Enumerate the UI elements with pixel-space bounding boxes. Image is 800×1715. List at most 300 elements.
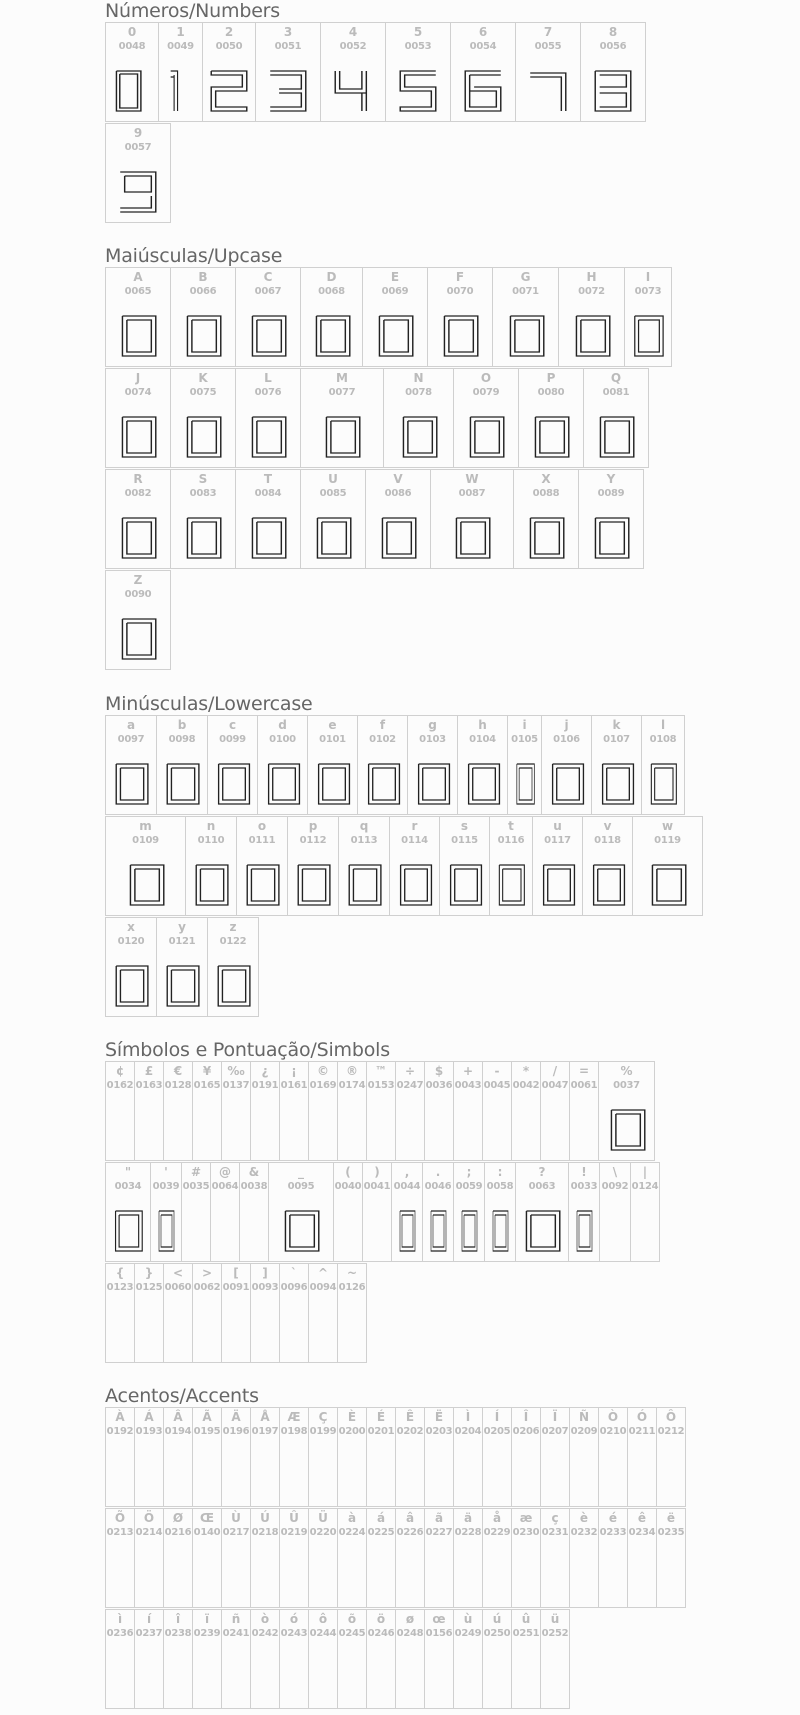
glyph-drawing <box>396 863 433 907</box>
glyph-character: õ <box>347 1612 357 1626</box>
glyph-cell <box>395 1407 425 1507</box>
glyph-character: 7 <box>543 25 553 39</box>
glyph-cell <box>511 1609 541 1709</box>
glyph-character: 4 <box>348 25 358 39</box>
glyph-stroke <box>320 320 344 352</box>
glyph-cell <box>105 123 171 223</box>
glyph-character: Ö <box>143 1511 155 1525</box>
glyph-code: 0098 <box>168 734 196 745</box>
glyph-cell <box>279 1061 309 1161</box>
glyph-code: 0213 <box>106 1527 134 1538</box>
glyph-character: J <box>135 371 141 385</box>
glyph-code: 0057 <box>124 142 152 153</box>
glyph-cell <box>540 1508 570 1608</box>
glyph-cell <box>424 1061 454 1161</box>
glyph-cell <box>627 1407 657 1507</box>
glyph-character: _ <box>298 1165 304 1179</box>
glyph-code: 0196 <box>222 1426 250 1437</box>
glyph-cell <box>308 1407 338 1507</box>
glyph-character: é <box>608 1511 618 1525</box>
glyph-code: 0238 <box>164 1628 192 1639</box>
glyph-code: 0079 <box>472 387 500 398</box>
glyph-character: ò <box>260 1612 270 1626</box>
glyph-code: 0084 <box>254 488 282 499</box>
glyph-stroke <box>192 522 216 554</box>
glyph-character: X <box>541 472 551 486</box>
glyph-character: B <box>198 270 208 284</box>
glyph-code: 0081 <box>602 387 630 398</box>
glyph-character: Ø <box>172 1511 184 1525</box>
glyph-code: 0217 <box>222 1527 250 1538</box>
glyph-code: 0153 <box>367 1080 395 1091</box>
glyph-character: Ú <box>260 1511 270 1525</box>
glyph-code: 0052 <box>339 41 367 52</box>
glyph-character: @ <box>219 1165 231 1179</box>
glyph-character: \ <box>612 1165 618 1179</box>
glyph-drawing <box>446 863 483 907</box>
glyph-cell <box>630 1162 660 1262</box>
glyph-character: Û <box>289 1511 299 1525</box>
glyph-code: 0165 <box>193 1080 221 1091</box>
glyph-character: ? <box>538 1165 546 1179</box>
glyph-character: à <box>347 1511 357 1525</box>
glyph-cell <box>307 715 358 815</box>
glyph-cell <box>192 1061 222 1161</box>
glyph-character: v <box>603 819 612 833</box>
glyph-drawing <box>460 1209 478 1253</box>
glyph-row <box>105 1061 654 1161</box>
glyph-stroke <box>387 522 411 554</box>
glyph-character: 9 <box>133 126 143 140</box>
glyph-cell <box>279 1263 309 1363</box>
glyph-cell <box>150 1162 182 1262</box>
glyph-cell <box>250 1263 280 1363</box>
glyph-drawing <box>648 863 688 907</box>
glyph-drawing <box>399 415 439 459</box>
glyph-cell <box>221 1508 251 1608</box>
glyph-character: % <box>620 1064 633 1078</box>
glyph-character: ñ <box>231 1612 241 1626</box>
glyph-drawing <box>294 863 332 907</box>
glyph-code: 0232 <box>570 1527 598 1538</box>
glyph-cell <box>540 1061 570 1161</box>
glyph-character: C <box>263 270 273 284</box>
glyph-row <box>105 123 170 223</box>
glyph-stroke <box>120 970 143 1002</box>
glyph-row <box>105 1407 685 1507</box>
glyph-stroke <box>600 93 627 107</box>
glyph-code: 0047 <box>541 1080 569 1091</box>
glyph-character: m <box>139 819 152 833</box>
glyph-cell <box>268 1162 334 1262</box>
glyph-cell <box>337 1609 367 1709</box>
glyph-cell <box>591 715 642 815</box>
glyph-character: ] <box>262 1266 268 1280</box>
glyph-drawing <box>631 314 665 358</box>
glyph-code: 0036 <box>425 1080 453 1091</box>
glyph-drawing <box>264 762 301 806</box>
glyph-character: Ï <box>552 1410 558 1424</box>
glyph-cell <box>558 267 625 367</box>
glyph-character: 2 <box>224 25 234 39</box>
glyph-stroke <box>120 768 143 800</box>
glyph-cell <box>484 1162 516 1262</box>
glyph-character: è <box>579 1511 589 1525</box>
glyph-character: ù <box>463 1612 473 1626</box>
glyph-character: Ë <box>434 1410 444 1424</box>
glyph-code: 0099 <box>219 734 246 745</box>
section-title: Maiúsculas/Upcase <box>105 245 283 267</box>
glyph-code: 0118 <box>594 835 621 846</box>
glyph-drawing <box>183 314 223 358</box>
glyph-code: 0113 <box>350 835 378 846</box>
glyph-row <box>105 570 170 670</box>
glyph-stroke <box>372 768 395 800</box>
glyph-character: i <box>522 718 527 732</box>
glyph-code: 0137 <box>222 1080 250 1091</box>
glyph-code: 0097 <box>117 734 145 745</box>
glyph-cell <box>338 816 390 916</box>
glyph-stroke <box>211 71 247 111</box>
glyph-character: ' <box>164 1165 168 1179</box>
glyph-code: 0128 <box>164 1080 192 1091</box>
glyph-drawing <box>440 314 480 358</box>
glyph-drawing <box>281 1209 321 1253</box>
glyph-code: 0054 <box>469 41 497 52</box>
glyph-character: ¡ <box>291 1064 297 1078</box>
glyph-cell <box>320 22 386 122</box>
glyph-code: 0085 <box>319 488 347 499</box>
glyph-cell <box>511 1508 541 1608</box>
glyph-code: 0199 <box>309 1426 337 1437</box>
glyph-code: 0102 <box>369 734 396 745</box>
glyph-row <box>105 715 684 815</box>
glyph-cell <box>391 1162 423 1262</box>
glyph-cell <box>333 1162 363 1262</box>
glyph-cell <box>181 1162 211 1262</box>
glyph-drawing <box>163 964 201 1008</box>
glyph-drawing <box>591 516 631 560</box>
glyph-cell <box>235 267 301 367</box>
glyph-cell <box>156 917 208 1017</box>
glyph-drawing <box>322 415 362 459</box>
glyph-code: 0112 <box>299 835 327 846</box>
glyph-character: Ã <box>202 1410 212 1424</box>
glyph-code: 0211 <box>628 1426 656 1437</box>
glyph-character: ® <box>346 1064 358 1078</box>
glyph-character: ~ <box>346 1266 358 1280</box>
glyph-character: Ò <box>607 1410 619 1424</box>
glyph-row <box>105 22 645 122</box>
glyph-drawing <box>183 415 223 459</box>
glyph-cell <box>170 368 236 468</box>
glyph-character: æ <box>519 1511 533 1525</box>
glyph-code: 0068 <box>318 286 345 297</box>
glyph-character: h <box>478 718 487 732</box>
glyph-drawing <box>596 415 636 459</box>
glyph-drawing <box>598 762 635 806</box>
glyph-code: 0078 <box>405 387 432 398</box>
glyph-stroke <box>454 869 477 901</box>
glyph-code: 0074 <box>124 387 152 398</box>
glyph-cell <box>192 1609 222 1709</box>
glyph-code: 0090 <box>124 589 152 600</box>
glyph-code: 0062 <box>193 1282 221 1293</box>
glyph-character: R <box>133 472 143 486</box>
glyph-stroke <box>134 869 158 901</box>
glyph-drawing <box>539 863 576 907</box>
glyph-cell <box>163 1263 193 1363</box>
glyph-character: Ñ <box>578 1410 590 1424</box>
glyph-stroke <box>192 421 216 453</box>
glyph-code: 0060 <box>164 1282 192 1293</box>
glyph-cell <box>221 1263 251 1363</box>
glyph-cell <box>453 368 519 468</box>
glyph-character: ï <box>204 1612 210 1626</box>
glyph-character: ç <box>551 1511 559 1525</box>
glyph-drawing <box>248 314 288 358</box>
glyph-drawing <box>333 69 373 113</box>
glyph-code: 0207 <box>541 1426 569 1437</box>
glyph-stroke <box>257 522 281 554</box>
glyph-code: 0088 <box>532 488 560 499</box>
glyph-code: 0218 <box>251 1527 279 1538</box>
glyph-character: D <box>326 270 337 284</box>
glyph-character: } <box>144 1266 154 1280</box>
glyph-character: d <box>278 718 287 732</box>
glyph-code: 0044 <box>393 1181 421 1192</box>
glyph-character: ¢ <box>115 1064 125 1078</box>
glyph-character: " <box>124 1165 132 1179</box>
glyph-drawing <box>364 762 401 806</box>
glyph-character: Ü <box>318 1511 328 1525</box>
glyph-character: Œ <box>199 1511 214 1525</box>
glyph-stroke <box>404 869 427 901</box>
glyph-character: £ <box>144 1064 154 1078</box>
glyph-code: 0226 <box>396 1527 424 1538</box>
glyph-character: t <box>508 819 514 833</box>
glyph-drawing <box>378 516 418 560</box>
glyph-character: x <box>127 920 135 934</box>
glyph-code: 0091 <box>222 1282 250 1293</box>
glyph-character: o <box>257 819 267 833</box>
glyph-drawing <box>118 170 158 214</box>
glyph-code: 0082 <box>124 488 152 499</box>
glyph-character: Á <box>144 1410 154 1424</box>
glyph-cell <box>257 715 308 815</box>
glyph-character: 1 <box>176 25 185 39</box>
glyph-drawing <box>526 516 566 560</box>
glyph-cell <box>518 368 584 468</box>
glyph-character: ! <box>581 1165 587 1179</box>
glyph-code: 0075 <box>189 387 217 398</box>
glyph-cell <box>511 1061 541 1161</box>
glyph-stroke <box>270 71 306 111</box>
glyph-cell <box>105 1061 135 1161</box>
glyph-stroke <box>257 320 281 352</box>
glyph-code: 0161 <box>280 1080 308 1091</box>
glyph-cell <box>105 1263 135 1363</box>
glyph-stroke <box>639 320 660 352</box>
glyph-cell <box>105 1407 135 1507</box>
glyph-cell <box>192 1407 222 1507</box>
glyph-code: 0049 <box>167 41 194 52</box>
glyph-code: 0219 <box>280 1527 308 1538</box>
glyph-drawing <box>414 762 451 806</box>
glyph-drawing <box>248 516 288 560</box>
glyph-drawing <box>491 1209 509 1253</box>
glyph-code: 0111 <box>248 835 276 846</box>
glyph-character: w <box>661 819 674 833</box>
glyph-code: 0242 <box>251 1628 279 1639</box>
glyph-row <box>105 267 671 367</box>
glyph-code: 0234 <box>628 1527 656 1538</box>
glyph-code: 0201 <box>367 1426 395 1437</box>
glyph-drawing <box>375 314 415 358</box>
glyph-stroke <box>120 196 151 208</box>
glyph-drawing <box>112 1209 144 1253</box>
glyph-drawing <box>345 863 383 907</box>
glyph-cell <box>656 1407 686 1507</box>
glyph-row <box>105 816 702 916</box>
glyph-code: 0104 <box>469 734 496 745</box>
glyph-cell <box>105 715 157 815</box>
glyph-stroke <box>127 623 151 655</box>
glyph-cell <box>105 570 171 670</box>
glyph-character: È <box>347 1410 357 1424</box>
glyph-character: Ó <box>636 1410 648 1424</box>
glyph-stroke <box>171 768 194 800</box>
glyph-code: 0107 <box>603 734 630 745</box>
glyph-code: 0042 <box>512 1080 540 1091</box>
glyph-stroke <box>540 421 564 453</box>
glyph-character: ¥ <box>202 1064 212 1078</box>
glyph-cell <box>482 1609 512 1709</box>
glyph-character: Î <box>523 1410 529 1424</box>
glyph-code: 0192 <box>106 1426 134 1437</box>
glyph-code: 0194 <box>164 1426 192 1437</box>
glyph-code: 0220 <box>309 1527 337 1538</box>
glyph-stroke <box>257 421 281 453</box>
glyph-stroke <box>503 869 521 901</box>
glyph-cell <box>105 1609 135 1709</box>
glyph-cell <box>489 816 533 916</box>
glyph-cell <box>450 22 516 122</box>
glyph-code: 0195 <box>193 1426 221 1437</box>
glyph-cell <box>540 1407 570 1507</box>
glyph-cell <box>163 1609 193 1709</box>
glyph-drawing <box>548 762 585 806</box>
glyph-character: H <box>586 270 597 284</box>
glyph-character: { <box>115 1266 125 1280</box>
glyph-code: 0125 <box>135 1282 163 1293</box>
glyph-code: 0061 <box>570 1080 598 1091</box>
glyph-character: n <box>206 819 216 833</box>
glyph-character: ) <box>374 1165 380 1179</box>
glyph-code: 0126 <box>338 1282 366 1293</box>
glyph-code: 0230 <box>512 1527 540 1538</box>
glyph-cell <box>583 368 649 468</box>
glyph-character: ` <box>291 1266 297 1280</box>
glyph-stroke <box>402 1215 413 1247</box>
glyph-character: ; <box>466 1165 472 1179</box>
section-title: Acentos/Accents <box>105 1385 259 1407</box>
glyph-cell <box>192 1508 222 1608</box>
glyph-drawing <box>506 314 546 358</box>
glyph-cell <box>170 267 236 367</box>
glyph-character: g <box>428 718 437 732</box>
glyph-character: 3 <box>283 25 293 39</box>
glyph-character: Å <box>260 1410 270 1424</box>
glyph-cell <box>457 715 508 815</box>
glyph-stroke <box>530 77 561 111</box>
glyph-stroke <box>556 768 579 800</box>
glyph-character: © <box>317 1064 329 1078</box>
glyph-stroke <box>251 869 274 901</box>
glyph-drawing <box>214 762 251 806</box>
glyph-character: á <box>376 1511 386 1525</box>
glyph-drawing <box>112 762 150 806</box>
glyph-row <box>105 1609 569 1709</box>
glyph-character: K <box>198 371 208 385</box>
glyph-cell <box>395 1609 425 1709</box>
glyph-drawing <box>452 516 492 560</box>
glyph-code: 0124 <box>631 1181 659 1192</box>
glyph-drawing <box>593 69 633 113</box>
glyph-cell <box>395 1061 425 1161</box>
glyph-code: 0067 <box>254 286 282 297</box>
glyph-cell <box>134 1508 164 1608</box>
glyph-code: 0089 <box>597 488 625 499</box>
glyph-stroke <box>655 768 673 800</box>
glyph-code: 0204 <box>454 1426 482 1437</box>
glyph-cell <box>357 715 408 815</box>
glyph-drawing <box>398 69 438 113</box>
glyph-stroke <box>595 71 631 111</box>
glyph-cell <box>580 22 646 122</box>
glyph-stroke <box>600 522 624 554</box>
glyph-character: b <box>177 718 187 732</box>
glyph-cell <box>641 715 685 815</box>
glyph-character: ø <box>405 1612 415 1626</box>
glyph-drawing <box>165 69 196 113</box>
glyph-row <box>105 368 648 468</box>
glyph-drawing <box>528 69 568 113</box>
glyph-drawing <box>118 415 158 459</box>
glyph-cell <box>389 816 440 916</box>
glyph-cell <box>105 22 159 122</box>
glyph-code: 0037 <box>613 1080 640 1091</box>
glyph-stroke <box>531 1215 555 1247</box>
glyph-character: å <box>492 1511 502 1525</box>
glyph-code: 0224 <box>338 1527 366 1538</box>
glyph-code: 0105 <box>511 734 538 745</box>
glyph-cell <box>105 917 157 1017</box>
glyph-character: , <box>404 1165 410 1179</box>
glyph-cell <box>424 1407 454 1507</box>
glyph-cell <box>308 1263 338 1363</box>
glyph-cell <box>366 1407 396 1507</box>
glyph-cell <box>279 1407 309 1507</box>
glyph-code: 0077 <box>328 387 356 398</box>
glyph-code: 0193 <box>135 1426 163 1437</box>
glyph-character: 5 <box>413 25 423 39</box>
glyph-cell <box>482 1407 512 1507</box>
glyph-stroke <box>290 1215 314 1247</box>
glyph-cell <box>300 267 363 367</box>
glyph-code: 0122 <box>219 936 247 947</box>
glyph-stroke <box>422 768 445 800</box>
